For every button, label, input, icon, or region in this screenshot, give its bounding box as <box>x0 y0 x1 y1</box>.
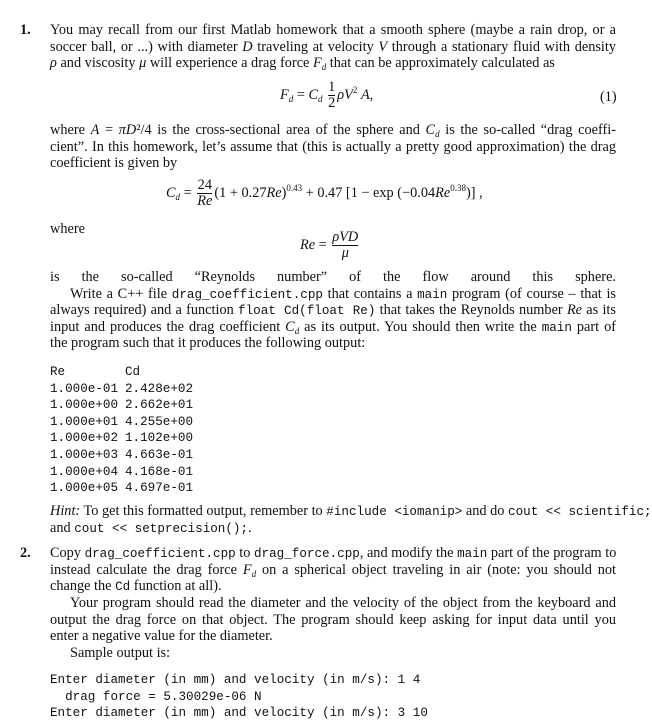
cell-re: 1.000e+04 <box>50 464 119 479</box>
equation-drag-coefficient <box>166 178 483 209</box>
text-segment: F <box>312 55 322 72</box>
equation-drag-force <box>280 80 373 111</box>
inline-code: main <box>457 547 488 561</box>
sample-label: Sample output is: <box>70 645 171 661</box>
text-segment: that can be approximately calculated as <box>326 55 555 72</box>
inline-code: main <box>417 287 448 302</box>
inline-code: #include <iomanip> <box>326 505 463 519</box>
text-line <box>50 503 652 520</box>
eq-power: 0.38 <box>450 183 466 194</box>
denominator: 2 <box>328 95 336 111</box>
eq-term: ρV <box>337 86 353 103</box>
text-segment: Copy <box>50 545 85 561</box>
text-segment: instead calculate the drag force <box>50 561 243 578</box>
equation-label: (1) <box>600 89 617 105</box>
text-line <box>50 139 616 156</box>
text-segment: Write a C++ file <box>70 285 172 302</box>
eq-term: Re <box>266 184 282 201</box>
text-segment: is the so-called “drag coeffi- <box>439 122 617 138</box>
text-segment: change the <box>50 578 116 595</box>
numerator: 24 <box>197 177 212 193</box>
text-line <box>50 39 616 56</box>
denominator: Re <box>197 193 213 209</box>
table-row <box>50 480 193 497</box>
text-segment: cient”. In this homework, let’s assume that (this is actually a pretty good approximation) the drag <box>50 138 616 155</box>
cell-re: 1.000e+02 <box>50 431 119 446</box>
cell-cd: 1.102e+00 <box>125 431 194 446</box>
eq-power: 0.43 <box>286 183 303 194</box>
text-segment: You may recall from our first Matlab homework that a smooth sphere (maybe a rain drop, or a <box>50 22 616 38</box>
text-line <box>50 595 616 612</box>
table-row <box>50 414 193 431</box>
eq-term: Re <box>435 184 451 201</box>
inline-code: cout << scientific; <box>508 505 652 519</box>
eq-fraction <box>197 178 212 209</box>
text-segment: on a spherical object traveling in air (note: you should not <box>256 561 616 578</box>
column-header-re: Re <box>50 365 66 379</box>
text-segment: Your program should read the diameter and the velocity of the object from the keyboard and <box>70 595 616 611</box>
cell-re: 1.000e+00 <box>50 398 119 413</box>
text-segment: D <box>125 122 137 138</box>
text-segment: D <box>242 38 253 55</box>
text-line <box>50 578 616 595</box>
text-segment: enter a negative value for the diameter. <box>50 628 273 645</box>
text-segment: to <box>235 545 254 561</box>
text-segment: program (of course – that is <box>447 285 616 302</box>
table-row <box>50 381 193 398</box>
eq-sub: d <box>288 93 294 104</box>
eq-symbol: Re <box>300 236 316 253</box>
eq-power: 2 <box>352 85 358 96</box>
eq-equals: = <box>318 236 327 253</box>
eq-term: (1 + 0.27 <box>214 184 267 201</box>
table-header <box>50 364 193 381</box>
q2-para1 <box>50 545 616 595</box>
text-segment: . <box>248 519 252 536</box>
text-segment: that contains a <box>322 285 418 302</box>
inline-code: drag_coefficient.cpp <box>84 547 236 561</box>
text-segment: Hint: <box>50 503 81 519</box>
cell-cd: 4.663e-01 <box>125 447 194 462</box>
question-1-number: 1. <box>20 22 31 38</box>
text-segment: through a stationary fluid with density <box>387 38 616 55</box>
text-line <box>50 55 616 72</box>
cell-cd: 4.697e-01 <box>125 481 194 496</box>
cell-cd: 4.255e+00 <box>125 414 194 429</box>
text-segment: = <box>99 122 119 138</box>
text-segment: , and modify the <box>359 545 458 561</box>
text-segment: always required) and a function <box>50 302 239 319</box>
text-segment: and <box>50 519 75 536</box>
cell-cd: 2.662e+01 <box>125 398 194 413</box>
text-segment: Re <box>566 302 583 319</box>
text-line <box>50 155 616 172</box>
eq-equals: = <box>183 184 192 201</box>
inline-code: float Cd(float Re) <box>238 304 376 319</box>
cell-re: 1.000e+03 <box>50 447 119 462</box>
text-line <box>50 302 616 319</box>
text-segment: will experience a drag force <box>146 55 313 72</box>
cell-cd: 2.428e+02 <box>125 381 194 396</box>
text-line <box>50 319 616 336</box>
sample-line: drag force = 5.30029e-06 N <box>50 689 262 704</box>
text-segment: d <box>251 568 257 579</box>
text-segment: part of <box>571 318 616 335</box>
text-segment: ²/4 is the cross-sectional area of the sphere and <box>136 122 426 138</box>
inline-code: Cd <box>115 580 131 595</box>
table-row <box>50 397 193 414</box>
cell-cd: 4.168e-01 <box>125 464 194 479</box>
sample-line: Enter diameter (in mm) and velocity (in m/s): 3 10 <box>50 706 428 721</box>
eq-term: )] , <box>465 184 483 201</box>
eq-fraction <box>332 230 358 261</box>
text-line <box>50 520 616 537</box>
text-segment: V <box>378 38 388 55</box>
text-line <box>50 286 616 303</box>
eq-equals: = <box>296 86 305 103</box>
text-segment: F <box>242 561 252 578</box>
eq-symbol: F <box>280 86 289 103</box>
text-segment: that takes the Reynolds number <box>375 302 567 319</box>
table-row <box>50 447 193 464</box>
eq-fraction <box>328 80 335 111</box>
table-row <box>50 464 193 481</box>
text-segment: soccer ball, or ...) with diameter <box>50 38 243 55</box>
text-segment: function at all). <box>130 578 222 595</box>
text-segment: input and produces the drag coefficient <box>50 318 286 335</box>
q2-para2 <box>50 595 616 645</box>
text-segment: μ <box>139 55 147 72</box>
text-segment: the program such that it produces the following output: <box>50 335 366 352</box>
q1-middle <box>50 122 616 172</box>
equation-reynolds <box>300 230 360 261</box>
text-segment: C <box>285 318 295 335</box>
text-segment: d <box>321 62 327 73</box>
text-line <box>50 628 616 645</box>
inline-code: main <box>541 320 572 335</box>
text-segment: ρ <box>50 55 57 72</box>
text-line <box>50 612 616 629</box>
text-line <box>50 122 616 139</box>
text-segment: part of the program to <box>487 545 617 561</box>
q1-intro <box>50 22 616 72</box>
numerator: 1 <box>328 79 336 95</box>
eq-symbol: C <box>308 86 319 103</box>
eq-term: + 0.47 [1 − exp (−0.04 <box>302 184 436 201</box>
text-segment: d <box>294 325 300 336</box>
eq-term: A, <box>360 86 374 103</box>
text-segment: C <box>425 122 436 138</box>
text-segment: d <box>435 129 440 139</box>
inline-code: cout << setprecision(); <box>74 521 249 536</box>
text-line <box>50 545 616 562</box>
cell-re: 1.000e+01 <box>50 414 119 429</box>
inline-code: drag_force.cpp <box>254 547 360 561</box>
text-segment: where <box>50 122 91 138</box>
text-segment: A <box>90 122 100 138</box>
text-segment: traveling at velocity <box>252 38 379 55</box>
text-segment: is the so-called “Reynolds number” of the flow around this sphere. <box>50 269 616 285</box>
cell-re: 1.000e-01 <box>50 381 119 396</box>
text-segment: π <box>118 122 126 138</box>
text-segment: as its <box>582 302 616 319</box>
text-line <box>50 562 616 579</box>
table-row <box>50 430 193 447</box>
where-label: where <box>50 221 85 237</box>
text-line <box>50 269 616 286</box>
eq-symbol: C <box>166 184 176 201</box>
eq-term: ) <box>281 184 287 201</box>
text-segment: output the drag force on that object. The program should keep asking for input data until you <box>50 611 616 628</box>
eq-sub: d <box>175 191 181 202</box>
column-header-cd: Cd <box>125 365 141 379</box>
text-segment: To get this formatted output, remember to <box>80 503 327 519</box>
text-segment: coefficient is given by <box>50 155 178 172</box>
eq-sub: d <box>318 93 323 104</box>
question-2-number: 2. <box>20 545 31 561</box>
numerator: ρVD <box>332 229 359 245</box>
cell-re: 1.000e+05 <box>50 481 119 496</box>
inline-code: drag_coefficient.cpp <box>171 287 323 302</box>
sample-output <box>50 672 428 722</box>
output-table <box>50 364 193 497</box>
hint <box>50 503 652 536</box>
sample-line: Enter diameter (in mm) and velocity (in m/s): 1 4 <box>50 673 421 687</box>
text-segment: as its output. You should then write the <box>299 318 542 335</box>
denominator: μ <box>332 245 358 261</box>
text-line <box>50 335 616 352</box>
text-line <box>50 22 616 39</box>
text-segment: and viscosity <box>56 55 140 72</box>
q1-instructions <box>50 269 616 352</box>
text-segment: and do <box>462 503 509 519</box>
